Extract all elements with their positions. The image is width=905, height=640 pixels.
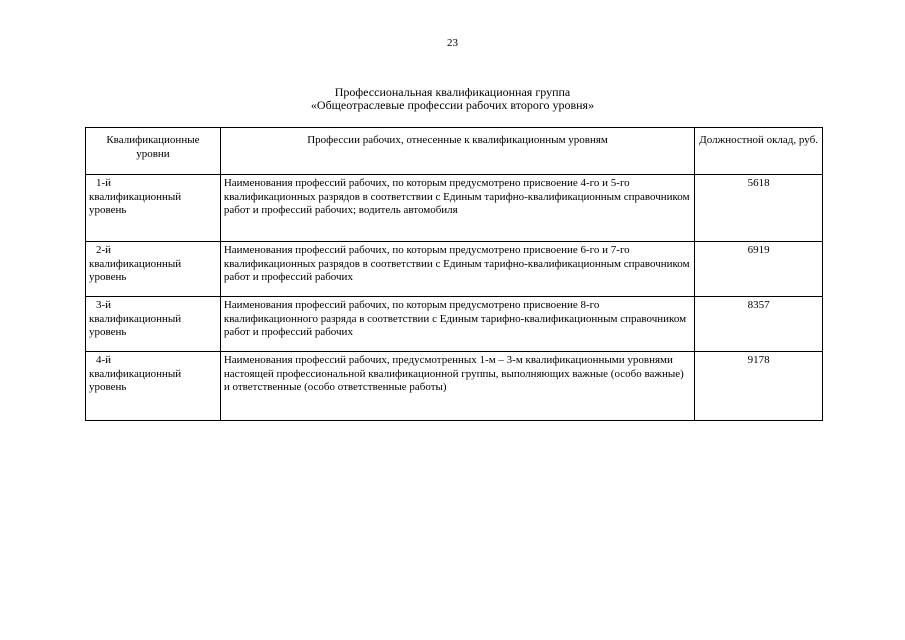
level-number: 4-й — [96, 354, 112, 366]
header-professions: Профессии рабочих, отнесенные к квалификационным уровням — [220, 128, 694, 175]
title-line-2: «Общеотраслевые профессии рабочих второго уровня» — [310, 98, 595, 112]
level-number: 2-й — [96, 244, 112, 256]
level-cell — [86, 352, 221, 421]
professions-cell: Наименования профессий рабочих, по которым предусмотрено присвоение 4-го и 5-го квалификационных разрядов в соответствии с Единым тарифно-квалификационным справочником работ и профессий рабочих; водитель автомобиля — [220, 175, 694, 242]
level-word: квалификационный — [89, 312, 182, 325]
table-row — [86, 175, 823, 242]
table-row — [86, 242, 823, 297]
header-qualification-levels: Квалификационные уровни — [86, 128, 221, 175]
professions-cell: Наименования профессий рабочих, по которым предусмотрено присвоение 6-го и 7-го квалификационных разрядов в соответствии с Единым тарифно-квалификационным справочником работ и профессий рабочих — [220, 242, 694, 297]
salary-cell: 8357 — [695, 297, 823, 352]
header-salary: Должностной оклад, руб. — [695, 128, 823, 175]
salary-cell: 6919 — [695, 242, 823, 297]
level-word: квалификационный — [89, 367, 182, 380]
table-header-row — [86, 128, 823, 175]
level-number: 1-й — [96, 177, 112, 189]
table-row — [86, 352, 823, 421]
professions-cell: Наименования профессий рабочих, по которым предусмотрено присвоение 8-го квалификационного разряда в соответствии с Единым тарифно-квалификационным справочником работ и профессий рабочих — [220, 297, 694, 352]
qualification-levels-table — [85, 127, 823, 421]
salary-cell: 5618 — [695, 175, 823, 242]
level-cell — [86, 175, 221, 242]
salary-cell: 9178 — [695, 352, 823, 421]
level-word: квалификационный — [89, 190, 182, 203]
document-title — [0, 86, 905, 112]
title-line-1: Профессиональная квалификационная группа — [334, 85, 571, 99]
page-number: 23 — [447, 37, 458, 49]
level-cell — [86, 242, 221, 297]
professions-cell: Наименования профессий рабочих, предусмотренных 1-м – 3-м квалификационными уровнями настоящей профессиональной квалификационной группы, выполняющих важные (особо важные) и ответственные (особо ответственные работы) — [220, 352, 694, 421]
level-tail: уровень — [89, 271, 127, 283]
level-cell — [86, 297, 221, 352]
level-tail: уровень — [89, 381, 127, 393]
table-row — [86, 297, 823, 352]
level-tail: уровень — [89, 204, 127, 216]
level-tail: уровень — [89, 326, 127, 338]
level-number: 3-й — [96, 299, 112, 311]
level-word: квалификационный — [89, 257, 182, 270]
